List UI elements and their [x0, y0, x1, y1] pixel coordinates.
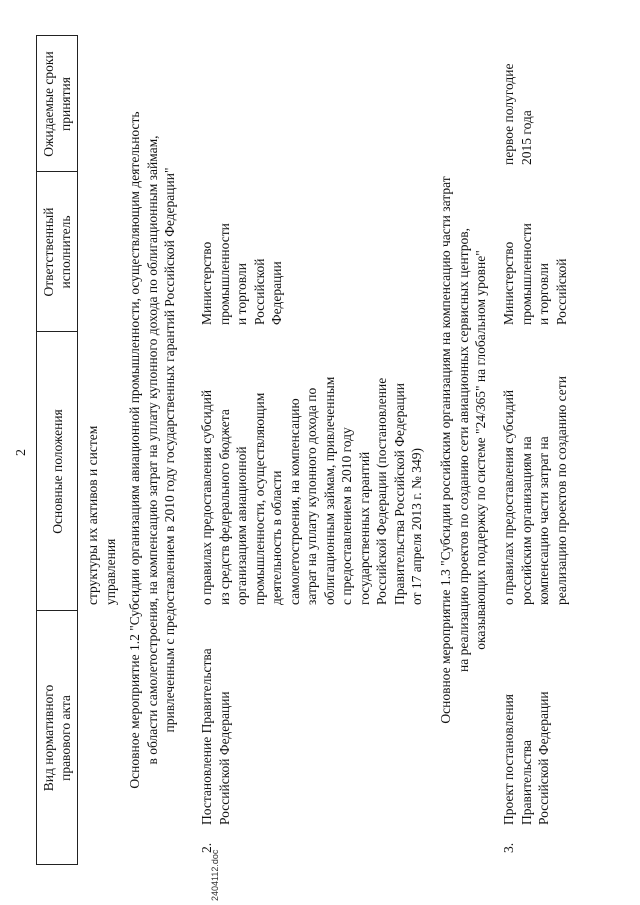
header-bottom-rule [77, 35, 78, 865]
row-3-deadline: первое полугодие 2015 года [501, 63, 534, 165]
continued-provisions-text: структуры их активов и систем управления [85, 425, 118, 605]
measure-1-3-heading: Основное мероприятие 1.3 "Субсидии российским организациям на компенсацию части затрат на реализацию проектов по созданию сети авиационных сервисных центров, оказывающих поддержку по системе "24/365" на глобальном уровне" [438, 176, 488, 724]
row-3-number: 3. [501, 842, 516, 853]
header-provisions: Основные положения [49, 409, 65, 534]
row-2-provisions: о правилах предоставления субсидий из средств федерального бюджета организациям авиационной промышленности, осуществляющим деятельность в области самолетостроения, на компенсацию затрат на уплату купонного дохода по облигационным займам, привлеченным с предоставлением в 2010 году государственных гарантий Российской Федерации (постановление Правительства Российской Федерации от 17 апреля 2013 г. № 349) [199, 376, 424, 605]
measure-1-2-heading: Основное мероприятие 1.2 "Субсидии организациям авиационной промышленности, осуществляющим деятельность в области самолетостроения, на компенсацию затрат на уплату купонного дохода по облигационным займам, привлеченным с предоставлением в 2010 году государственных гарантий Российской Федерации" [127, 111, 177, 789]
row-3-executor: Министерство промышленности и торговли Российской [501, 223, 569, 325]
footer-code: 2404112.doc [210, 849, 220, 901]
page-number: 2 [14, 449, 29, 456]
row-2-executor: Министерство промышленности и торговли Российской Федерации [199, 223, 284, 325]
row-2-number: 2. [199, 842, 214, 853]
row-3-act-type: Проект постановления Правительства Российской Федерации [501, 691, 551, 825]
header-act-type: Вид нормативного правового акта [41, 684, 73, 792]
row-2-act-type: Постановление Правительства Российской Федерации [199, 648, 232, 825]
header-executor: Ответственный исполнитель [41, 207, 73, 297]
table-top-rule [36, 35, 37, 865]
header-deadline: Ожидаемые сроки принятия [41, 51, 73, 157]
row-3-provisions: о правилах предоставления субсидий российским организациям на компенсацию части затрат на реализацию проектов по созданию сети [501, 376, 569, 605]
